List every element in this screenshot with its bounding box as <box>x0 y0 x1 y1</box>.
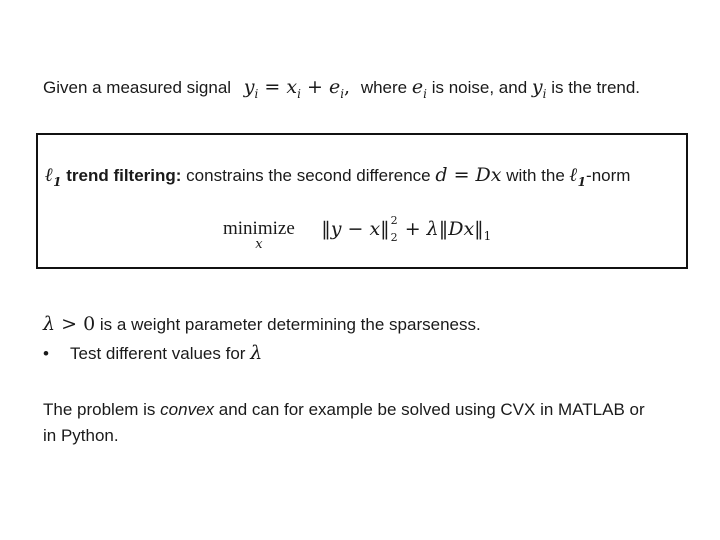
heading-equation: d = Dx <box>435 164 502 186</box>
heading-with: with the <box>506 166 565 185</box>
intro-suffix: is the trend. <box>551 78 641 97</box>
trend-variable: $y_i$ <box>531 76 547 101</box>
heading-bold: trend filtering: <box>66 166 182 185</box>
intro-line <box>43 76 640 99</box>
bullet-item <box>43 342 262 365</box>
minimize-variable: x <box>255 237 263 252</box>
objective-function: ‖y − x‖ 2 2 + $\lambda‖Dx‖_1$ <box>321 214 492 244</box>
closing-emphasis: convex <box>160 400 215 419</box>
intro-prefix: Given a measured signal <box>43 78 232 97</box>
lambda-condition: λ > 0 <box>43 313 96 335</box>
lambda-line <box>43 313 481 336</box>
signal-equation: $y_i = x_i + e_i$, <box>243 76 351 101</box>
bullet-text: Test different values for <box>70 344 246 363</box>
intro-noise-text: is noise, and <box>431 78 528 97</box>
box-heading <box>38 163 630 188</box>
bullet-marker: • <box>43 344 49 363</box>
heading-text: constrains the second difference <box>186 166 431 185</box>
bullet-symbol: λ <box>250 342 263 364</box>
closing-line-2-text: in Python. <box>43 426 119 445</box>
l1-symbol: ℓ$_1$ <box>45 164 62 189</box>
closing-prefix: The problem is <box>43 400 156 419</box>
lambda-description: is a weight parameter determining the sparseness. <box>99 315 481 334</box>
closing-line-2 <box>43 425 119 447</box>
optimization-formula <box>223 214 492 252</box>
trend-filtering-box <box>36 133 688 269</box>
minimize-keyword: minimize x <box>223 218 295 252</box>
norm-suffix: -norm <box>586 166 631 185</box>
intro-middle: where <box>360 78 408 97</box>
closing-suffix: and can for example be solved using CVX in MATLAB or <box>218 400 645 419</box>
noise-variable: $e_i$ <box>411 76 427 101</box>
norm-symbol: ℓ$_1$ <box>569 164 587 189</box>
closing-line-1 <box>43 399 645 421</box>
